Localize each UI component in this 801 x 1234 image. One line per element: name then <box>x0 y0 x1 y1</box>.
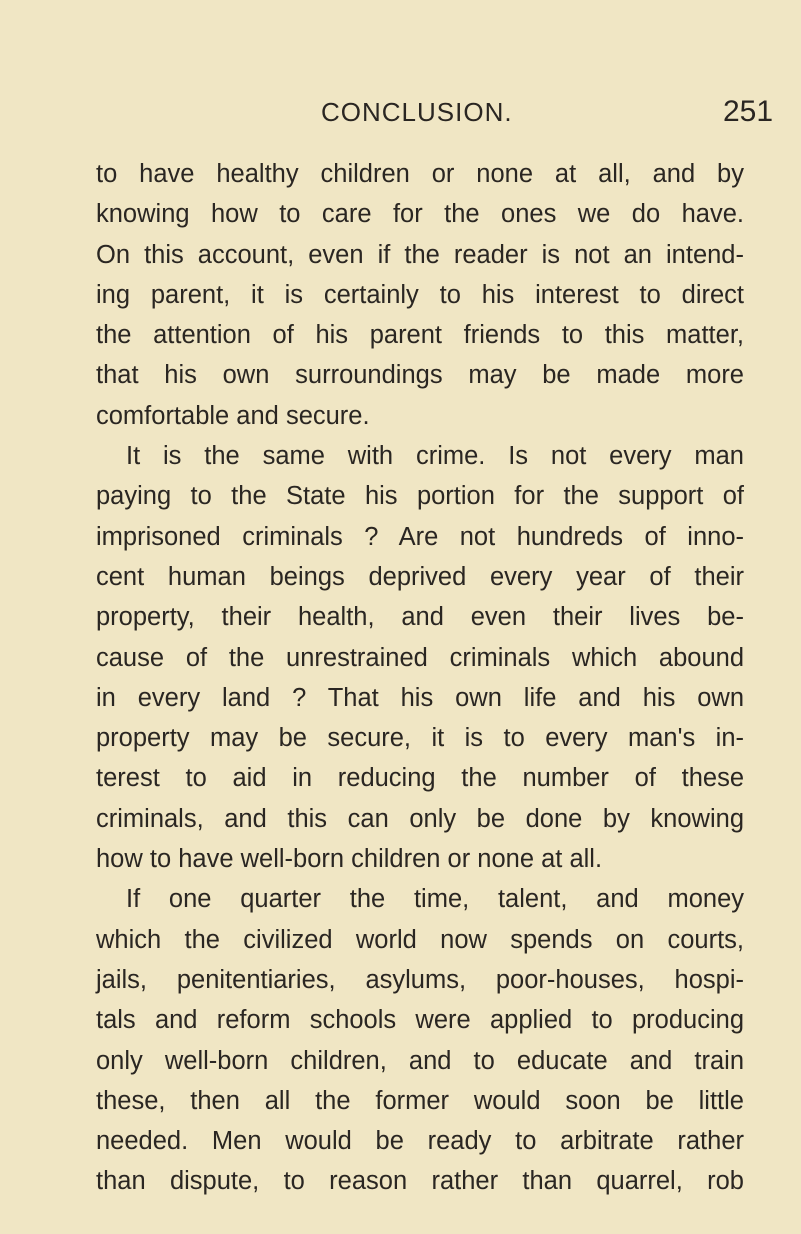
text-line: imprisoned criminals ? Are not hundreds of inno- <box>96 522 744 551</box>
text-line: which the civilized world now spends on courts, <box>96 925 744 954</box>
text-line: tals and reform schools were applied to producing <box>96 1006 744 1035</box>
text-line: property, their health, and even their lives be- <box>96 603 744 632</box>
body-text <box>96 154 744 1202</box>
text-line: criminals, and this can only be done by knowing <box>96 804 744 833</box>
text-line: On this account, even if the reader is not an intend- <box>96 240 744 269</box>
text-line: property may be secure, it is to every man's in- <box>96 724 744 753</box>
text-line: cause of the unrestrained criminals which abound <box>96 643 744 672</box>
text-line: than dispute, to reason rather than quarrel, rob <box>96 1167 744 1196</box>
text-line: knowing how to care for the ones we do have. <box>96 200 744 229</box>
text-line: in every land ? That his own life and his own <box>96 683 744 712</box>
text-line: these, then all the former would soon be little <box>96 1086 744 1115</box>
text-line: that his own surroundings may be made more <box>96 361 744 390</box>
text-line: how to have well-born children or none at all. <box>96 845 603 874</box>
text-line: jails, penitentiaries, asylums, poor-houses, hospi- <box>96 965 744 994</box>
running-title: CONCLUSION. <box>321 97 513 127</box>
text-line: ing parent, it is certainly to his interest to direct <box>96 280 744 309</box>
text-line: the attention of his parent friends to this matter, <box>96 321 744 350</box>
running-head <box>0 92 801 132</box>
text-line: comfortable and secure. <box>96 401 370 430</box>
text-line: paying to the State his portion for the support of <box>96 482 744 511</box>
text-line: only well-born children, and to educate and train <box>96 1046 744 1075</box>
text-line: It is the same with crime. Is not every man <box>126 442 744 471</box>
text-line: to have healthy children or none at all, and by <box>96 160 744 188</box>
page-number: 251 <box>723 95 774 128</box>
text-line: needed. Men would be ready to arbitrate rather <box>96 1127 744 1156</box>
text-line: terest to aid in reducing the number of these <box>96 764 744 793</box>
text-line: cent human beings deprived every year of their <box>96 562 744 591</box>
text-line: If one quarter the time, talent, and money <box>126 885 744 914</box>
